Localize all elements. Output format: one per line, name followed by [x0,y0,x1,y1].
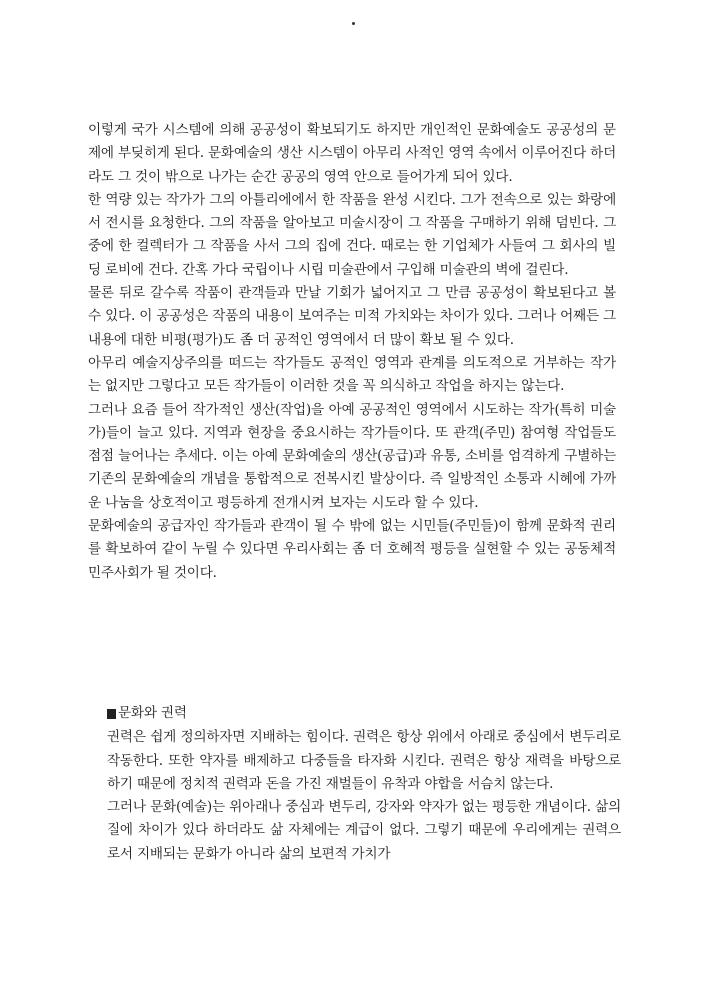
body-text [88,119,616,585]
paragraph: 한 역량 있는 작가가 그의 아틀리에에서 한 작품을 완성 시킨다. 그가 전속으로 있는 화랑에서 전시를 요청한다. 그의 작품을 알아보고 미술시장이 그 작품을 구매하기 위해 덤빈다. 그 중에 한 컬렉터가 그 작품을 사서 그의 집에 건다. 때로는 한 기업체가 사들여 그 회사의 빌딩 로비에 건다. 간혹 가다 국립이나 시립 미술관에서 구입해 미술관의 벽에 걸린다. [88,191,616,278]
scan-speck [352,22,355,25]
paragraph: 문화예술의 공급자인 작가들과 관객이 될 수 밖에 없는 시민들(주민들)이 함께 문화적 권리를 확보하여 같이 누릴 수 있다면 우리사회는 좀 더 호혜적 평등을 실현할 수 있는 공동체적 민주사회가 될 것이다. [88,518,616,581]
paragraph: 이렇게 국가 시스템에 의해 공공성이 확보되기도 하지만 개인적인 문화예술도 공공성의 문제에 부딪히게 된다. 문화예술의 생산 시스템이 아무리 사적인 영역 속에서 이루어진다 하더라도 그 것이 밖으로 나가는 순간 공공의 영역 안으로 들어가게 되어 있다. [88,122,616,185]
paragraph: 물론 뒤로 갈수록 작품이 관객들과 만날 기회가 넓어지고 그 만큼 공공성이 확보된다고 볼 수 있다. 이 공공성은 작품의 내용이 보여주는 미적 가치와는 차이가 있다. 그러나 어째든 그 내용에 대한 비평(평가)도 좀 더 공적인 영역에서 더 많이 확보 될 수 있다. [88,285,616,348]
section-heading [107,702,621,725]
square-bullet-icon [107,709,116,719]
section-heading-text: 문화와 권력 [118,705,187,721]
paragraph: 그러나 요즘 들어 작가적인 생산(작업)을 아예 공공적인 영역에서 시도하는 작가(특히 미술가)들이 늘고 있다. 지역과 현장을 중요시하는 작가들이다. 또 관객(주민) 참여형 작업들도 점점 늘어나는 추세다. 이는 아예 문화예술의 생산(공급)과 유통, 소비를 엄격하게 구별하는 기존의 문화예술의 개념을 통합적으로 전복시킨 발상이다. 즉 일방적인 소통과 시혜에 가까운 나눔을 상호적이고 평등하게 전개시켜 보자는 시도라 할 수 있다. [88,401,616,511]
paragraph: 그러나 문화(예술)는 위아래나 중심과 변두리, 강자와 약자가 없는 평등한 개념이다. 삶의 질에 차이가 있다 하더라도 삶 자체에는 계급이 없다. 그렇기 때문에 우리에게는 권력으로서 지배되는 문화가 아니라 삶의 보편적 가치가 [107,799,621,862]
section-culture-and-power [107,702,621,866]
paragraph: 아무리 예술지상주의를 떠드는 작가들도 공적인 영역과 관계를 의도적으로 거부하는 작가는 없지만 그렇다고 모든 작가들이 이러한 것을 꼭 의식하고 작업을 하지는 않는다. [88,354,616,395]
paragraph: 권력은 쉽게 정의하자면 지배하는 힘이다. 권력은 항상 위에서 아래로 중심에서 변두리로 작동한다. 또한 약자를 배제하고 다중들을 타자화 시킨다. 권력은 항상 재력을 바탕으로 하기 때문에 정치적 권력과 돈을 가진 재벌들이 유착과 야합을 서슴치 않는다. [107,729,621,792]
